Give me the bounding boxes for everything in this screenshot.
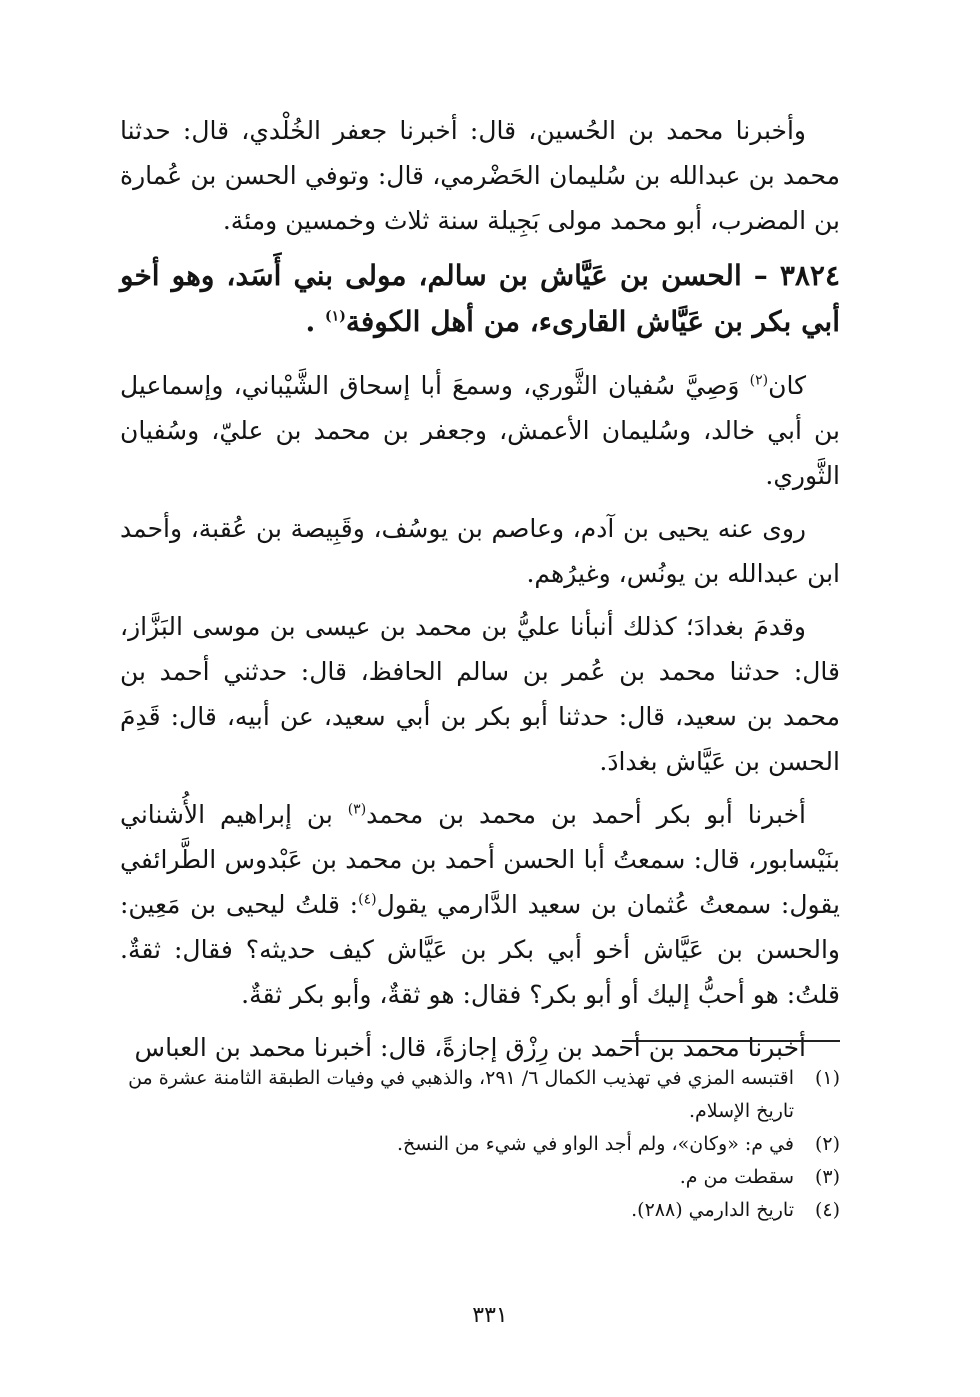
footnote-ref-4: (٤) xyxy=(358,891,377,908)
paragraph-4: وقدمَ بغدادَ؛ كذلك أنبأنا عليُّ بن محمد بن عيسى بن موسى البَزَّاز، قال: حدثنا محمد بن عُمر بن سالم الحافظ، قال: حدثني أحمد بن محمد بن سعيد، قال: حدثنا أبو بكر بن أبي سعيد، عن أبيه، قال: قَدِمَ الحسن بن عَيَّاش بغدادَ. xyxy=(120,612,840,776)
paragraph-5-middle: بن إبراهيم الأُشناني بنَيْسابور، قال: سمعتُ أبا الحسن أحمد بن محمد بن عَبْدوس الطَّرائفي يقول: سمعتُ عُثمان بن سعيد الدَّارمي يقول xyxy=(120,800,841,919)
heading-text: ٣٨٢٤ – الحسن بن عَيَّاش بن سالم، مولى بني أَسَد، وهو أخو أبي بكر بن عَيَّاش القارىء، من أهل الكوفة xyxy=(120,259,840,338)
page-number: ٣٣١ xyxy=(472,1303,508,1328)
footnote-number: (٤) xyxy=(814,1199,840,1221)
footnote-text: في م: «وكان»، ولم أجد الواو في شيء من النسخ. xyxy=(396,1133,794,1155)
footnote-ref-3: (٣) xyxy=(347,801,367,818)
heading-end: . xyxy=(305,305,326,338)
paragraph-1: وأخبرنا محمد بن الحُسين، قال: أخبرنا جعفر الخُلْدي، قال: حدثنا محمد بن عبدالله بن سُليمان الحَضْرمي، قال: وتوفي الحسن بن عُمارة بن المضرب، أبو محمد مولى بَجِيلة سنة ثلاث وخمسين ومئة. xyxy=(120,116,840,235)
footnote-4 xyxy=(120,1194,840,1227)
paragraph-5 xyxy=(120,792,840,1017)
footnote-text: تاريخ الدارمي (٢٨٨). xyxy=(631,1199,794,1221)
paragraph-3: روى عنه يحيى بن آدم، وعاصم بن يوسُف، وقَبِيصة بن عُقبة، وأحمد ابن عبدالله بن يونُس، وغيرُهم. xyxy=(120,514,840,588)
paragraph-5-start: أخبرنا أبو بكر أحمد بن محمد بن محمد xyxy=(366,800,807,829)
footnote-number: (٣) xyxy=(814,1166,840,1188)
footnote-text: سقطت من م. xyxy=(679,1166,794,1188)
footnote-3 xyxy=(120,1161,840,1194)
footnote-1 xyxy=(120,1062,840,1128)
paragraph-5-end: : قلتُ ليحيى بن مَعِين: والحسن بن عَيَّاش أخو أبي بكر بن عَيَّاش كيف حديثه؟ فقال: ثقةٌ. قلتُ: هو أحبُّ إليك أو أبو بكر؟ فقال: هو ثقةٌ، وأبو بكر ثقةٌ. xyxy=(120,890,840,1009)
main-text xyxy=(120,108,840,1070)
paragraph-2-start: كان xyxy=(768,371,806,400)
footnote-number: (٢) xyxy=(814,1133,840,1155)
footnote-2 xyxy=(120,1128,840,1161)
entry-heading xyxy=(120,253,840,345)
paragraph-2-rest: وَصِيَّ سُفيان الثَّوري، وسمعَ أبا إسحاق الشَّيْباني، وإسماعيل بن أبي خالد، وسُليمان الأعمش، وجعفر بن محمد بن عليّ، وسُفيان الثَّوري. xyxy=(120,371,840,490)
footnote-separator xyxy=(622,1040,840,1042)
footnotes xyxy=(120,1062,840,1227)
footnote-number: (١) xyxy=(814,1067,840,1089)
footnote-ref-1: (١) xyxy=(325,308,346,325)
footnote-ref-2: (٢) xyxy=(749,372,769,389)
paragraph-2 xyxy=(120,363,840,498)
paragraph-6: أخبرنا محمد بن أحمد بن رِزْق إجازةً، قال: أخبرنا محمد بن العباس xyxy=(134,1033,806,1062)
footnote-text: اقتبسه المزي في تهذيب الكمال ٦/ ٢٩١، والذهبي في وفيات الطبقة الثامنة عشرة من تاريخ الإسلام. xyxy=(128,1067,794,1122)
